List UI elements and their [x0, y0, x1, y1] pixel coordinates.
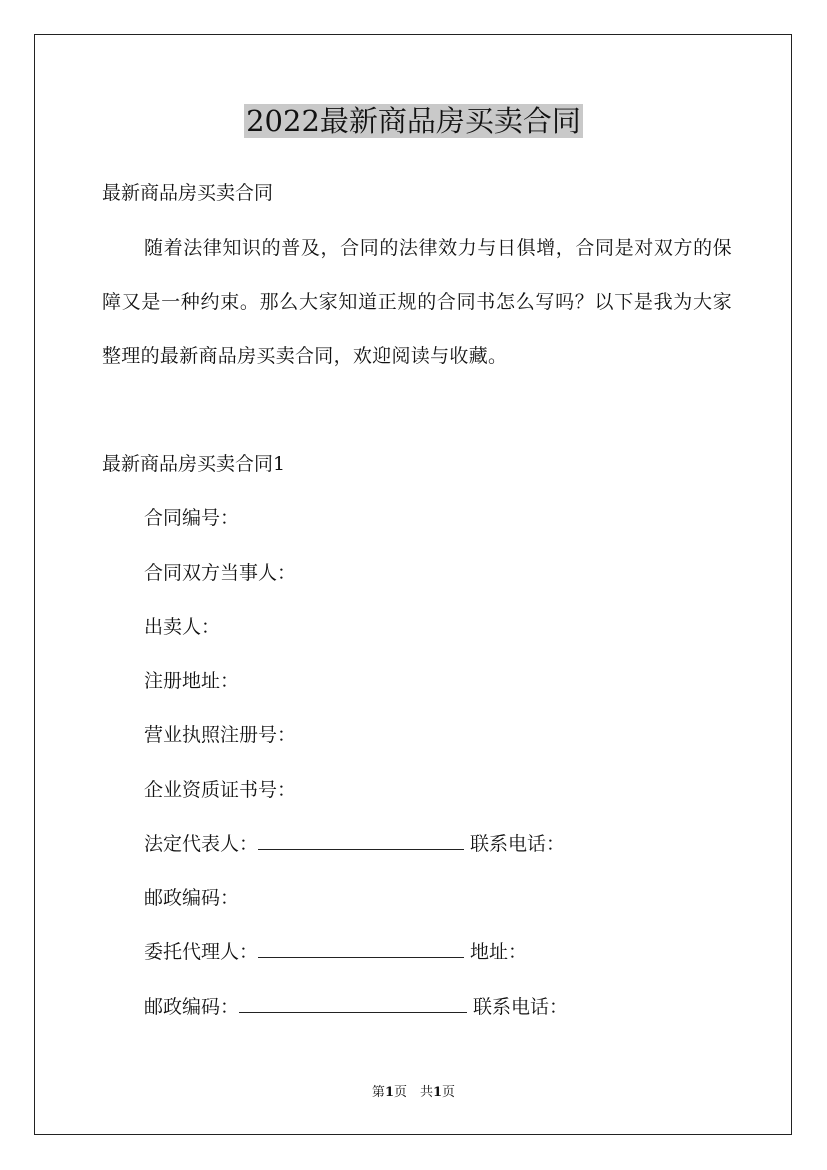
footer-page-current: 1 [384, 1085, 394, 1100]
page-footer [0, 1085, 827, 1101]
footer-label-post: 页 [442, 1085, 456, 1100]
field-legal-rep-row [144, 832, 565, 856]
field-postcode: 邮政编码： [144, 887, 240, 909]
field-postcode2-row [144, 995, 568, 1019]
field-agent-address: 地址： [470, 941, 528, 963]
title-text: 2022最新商品房买卖合同 [246, 104, 581, 138]
field-seller: 出卖人： [144, 616, 221, 638]
field-license: 营业执照注册号： [144, 724, 297, 746]
intro-paragraph: 随着法律知识的普及，合同的法律效力与日俱增，合同是对双方的保障又是一种约束。那么大家知道正规的合同书怎么写吗？以下是我为大家整理的最新商品房买卖合同，欢迎阅读与收藏。 [102, 237, 732, 367]
document-title [0, 101, 827, 141]
field-parties: 合同双方当事人： [144, 562, 297, 584]
field-legal-rep: 法定代表人： [144, 833, 259, 855]
section-heading: 最新商品房买卖合同1 [102, 453, 286, 475]
footer-page-total: 1 [433, 1085, 443, 1100]
field-agent: 委托代理人： [144, 941, 259, 963]
field-postcode2-phone: 联系电话： [473, 996, 569, 1018]
field-contract-no: 合同编号： [144, 507, 240, 529]
subtitle: 最新商品房买卖合同 [102, 182, 274, 204]
field-postcode2: 邮政编码： [144, 996, 240, 1018]
field-agent-row [144, 940, 527, 964]
footer-label-mid: 页 共 [393, 1085, 433, 1100]
blank-underline [258, 833, 464, 850]
blank-underline [258, 941, 464, 958]
field-legal-rep-phone: 联系电话： [470, 833, 566, 855]
blank-underline [239, 996, 467, 1013]
field-address: 注册地址： [144, 670, 240, 692]
footer-label-pre: 第 [371, 1085, 385, 1100]
field-qualification: 企业资质证书号： [144, 779, 297, 801]
